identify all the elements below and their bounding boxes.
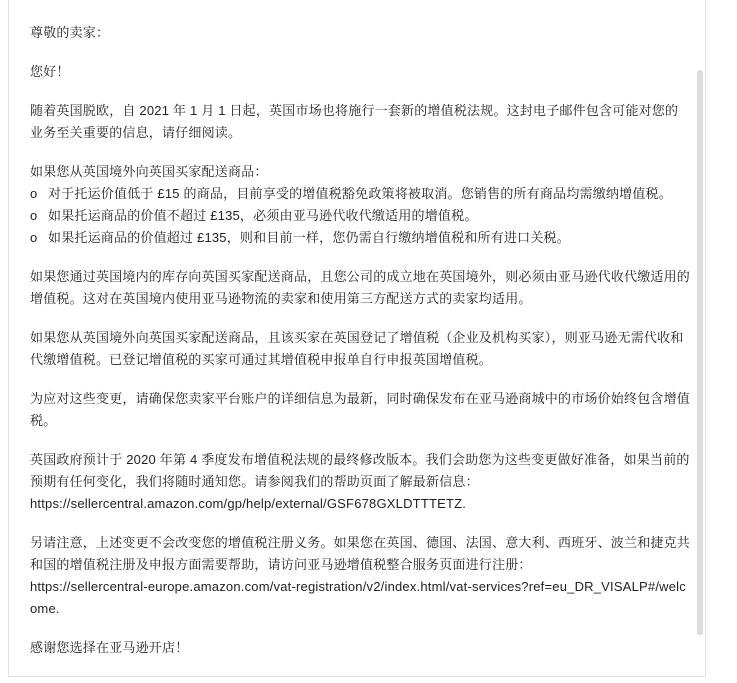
greeting-hello: 您好！ [30,64,70,79]
list-item-text: 对于托运价值低于 £15 的商品，目前享受的增值税豁免政策将被取消。您销售的所有商品均需缴纳增值税。 [48,186,672,201]
greeting-salutation: 尊敬的卖家： [30,25,110,40]
b2b-paragraph: 如果您从英国境外向英国买家配送商品，且该买家在英国登记了增值税（企业及机构买家），则亚马逊无需代收和代缴增值税。已登记增值税的买家可通过其增值税申报单自行申报英国增值税。 [30,330,684,367]
vat-services-link[interactable]: https://sellercentral-europe.amazon.com/vat-registration/v2/index.html/vat-services?ref=eu_DR_VISALP#/welcome. [30,579,686,616]
inventory-paragraph: 如果您通过英国境内的库存向英国买家配送商品，且您公司的成立地在英国境外，则必须由亚马逊代收代缴适用的增值税。这对在英国境内使用亚马逊物流的卖家和使用第三方配送方式的卖家均适用。 [30,269,691,306]
closing-line: 感谢您选择在亚马逊开店！ [30,640,189,655]
list-item [30,227,690,249]
gov-paragraph-text: 英国政府预计于 2020 年第 4 季度发布增值税法规的最终修改版本。我们会助您为这些变更做好准备，如果当前的预期有任何变化，我们将随时通知您。请参阅我们的帮助页面了解最新信息： [30,452,690,489]
bullet-marker: o [30,230,38,245]
account-paragraph: 为应对这些变更，请确保您卖家平台账户的详细信息为最新，同时确保发布在亚马逊商城中的市场价始终包含增值税。 [30,391,691,428]
outside-uk-list [30,183,690,249]
help-page-link[interactable]: https://sellercentral.amazon.com/gp/help/external/GSF678GXLDTTTETZ. [30,496,467,511]
bullet-marker: o [30,186,38,201]
email-frame [8,0,706,677]
gov-paragraph [30,449,690,515]
list-item [30,183,690,205]
scrollbar-thumb[interactable] [697,70,703,635]
registration-paragraph [30,532,690,620]
list-item-text: 如果托运商品的价值超过 £135，则和目前一样，您仍需自行缴纳增值税和所有进口关税。 [48,230,570,245]
bullet-marker: o [30,208,38,223]
list-item-text: 如果托运商品的价值不超过 £135，必须由亚马逊代收代缴适用的增值税。 [48,208,478,223]
intro-paragraph: 随着英国脱欧，自 2021 年 1 月 1 日起，英国市场也将施行一套新的增值税法规。这封电子邮件包含可能对您的业务至关重要的信息，请仔细阅读。 [30,103,679,140]
registration-paragraph-text: 另请注意，上述变更不会改变您的增值税注册义务。如果您在英国、德国、法国、意大利、西班牙、波兰和捷克共和国的增值税注册及申报方面需要帮助，请访问亚马逊增值税整合服务页面进行注册： [30,535,691,572]
list-item [30,205,690,227]
outside-uk-heading: 如果您从英国境外向英国买家配送商品： [30,164,268,179]
email-body [30,22,690,676]
